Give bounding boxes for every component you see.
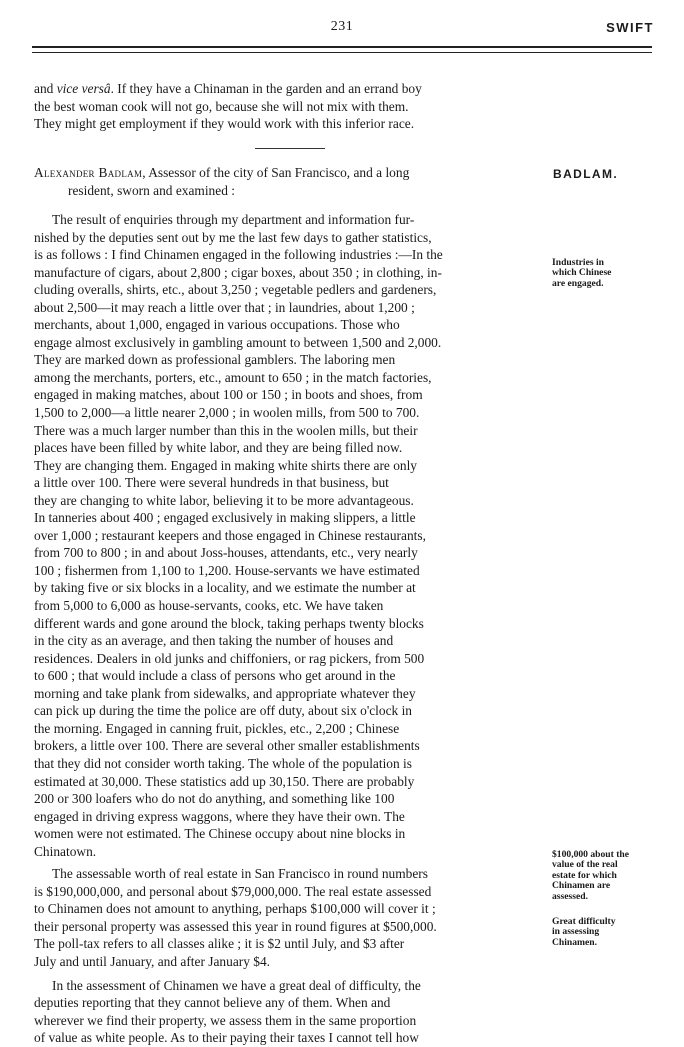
testimony-line: In the assessment of Chinamen we have a great deal of difficulty, the	[52, 977, 421, 993]
header-rule-thin	[32, 52, 652, 53]
testimony-line: merchants, about 1,000, engaged in various occupations. Those who	[34, 317, 400, 333]
testimony-line: manufacture of cigars, about 2,800 ; cigar boxes, about 350 ; in clothing, in-	[34, 264, 442, 280]
witness-line-1	[34, 164, 549, 182]
testimony-line: among the merchants, porters, etc., amount to 650 ; in the match factories,	[34, 369, 432, 385]
margin-note-line: are engaged.	[552, 277, 604, 289]
intro-line: the best woman cook will not go, because she will not mix with them.	[34, 98, 409, 114]
testimony-line: residences. Dealers in old junks and chiffoniers, or rag pickers, from 500	[34, 650, 425, 666]
testimony-line: brokers, a little over 100. There are several other smaller establishments	[34, 738, 420, 754]
testimony-line: They are changing them. Engaged in making white shirts there are only	[34, 457, 417, 473]
section-divider	[255, 148, 325, 149]
testimony-line: estimated at 30,000. These statistics add up 30,150. There are probably	[34, 773, 415, 789]
testimony-line: by taking five or six blocks in a locality, and we estimate the number at	[34, 580, 416, 596]
page-number: 231	[330, 19, 354, 34]
margin-note-line: Chinamen are	[552, 880, 611, 892]
witness-name: Alexander Badlam	[34, 165, 143, 180]
testimony-line: engage almost exclusively in gambling amount to between 1,500 and 2,000.	[34, 334, 442, 350]
margin-note-line: value of the real	[552, 859, 618, 871]
margin-note-line: $100,000 about the	[552, 849, 630, 860]
testimony-line: They are marked down as professional gamblers. The laboring men	[34, 352, 396, 368]
witness-description: , Assessor of the city of San Francisco, and a long	[142, 165, 410, 180]
testimony-line: cluding overalls, shirts, etc., about 3,250 ; vegetable pedlers and gardeners,	[34, 282, 437, 298]
testimony-line: The poll-tax refers to all classes alike ; it is $2 until July, and $3 after	[34, 936, 405, 952]
testimony-line: 200 or 300 loafers who do not do anything, and something like 100	[34, 791, 395, 807]
testimony-line: women were not estimated. The Chinese occupy about nine blocks in	[34, 826, 406, 842]
testimony-line: July and until January, and after January $4.	[34, 953, 271, 969]
testimony-line: to Chinamen does not amount to anything, perhaps $100,000 will cover it ;	[34, 901, 436, 917]
testimony-line: is as follows : I find Chinamen engaged in the following industries :—In the	[34, 247, 443, 263]
running-head: SWIFT	[606, 20, 654, 35]
testimony-line: their personal property was assessed this year in round figures at $500,000.	[34, 918, 437, 934]
testimony-line: The assessable worth of real estate in San Francisco in round numbers	[52, 866, 428, 882]
witness-side-name: BADLAM.	[553, 167, 619, 181]
margin-note-line: which Chinese	[552, 267, 612, 279]
testimony-line: 100 ; fishermen from 1,100 to 1,200. House-servants we have estimated	[34, 562, 420, 578]
testimony-line: nished by the deputies sent out by me the last few days to gather statistics,	[34, 229, 432, 245]
margin-note-difficulty	[552, 917, 672, 948]
intro-paragraph	[34, 80, 549, 133]
margin-note-industries	[552, 258, 672, 289]
testimony-line: The result of enquiries through my department and information fur-	[52, 212, 415, 227]
margin-note-line: Chinamen.	[552, 936, 598, 948]
margin-note-line: estate for which	[552, 869, 617, 881]
margin-note-line: in assessing	[552, 926, 600, 938]
testimony-line: engaged in driving express waggons, where they have their own. The	[34, 808, 405, 824]
testimony-line: There was a much larger number than this in the woolen mills, but their	[34, 422, 418, 438]
testimony-line: from 5,000 to 6,000 as house-servants, cooks, etc. We have taken	[34, 598, 384, 614]
margin-note-line: assessed.	[552, 890, 588, 902]
testimony-line: different wards and gone around the block, taking perhaps twenty blocks	[34, 615, 424, 631]
testimony-line: is $190,000,000, and personal about $79,000,000. The real estate assessed	[34, 883, 432, 899]
header-rule-thick	[32, 46, 652, 48]
testimony-line: In tanneries about 400 ; engaged exclusively in making slippers, a little	[34, 510, 416, 526]
intro-line: and vice versâ. If they have a Chinaman in the garden and an errand boy	[34, 81, 422, 96]
testimony-line: to 600 ; that would include a class of persons who get around in the	[34, 668, 396, 684]
testimony-line: deputies reporting that they cannot believe any of them. When and	[34, 995, 391, 1011]
testimony-line: places have been filled by white labor, and they are being filled now.	[34, 440, 403, 456]
testimony-line: about 2,500—it may reach a little over that ; in laundries, about 1,200 ;	[34, 299, 415, 315]
testimony-line: 1,500 to 2,000—a little nearer 2,000 ; in woolen mills, from 500 to 700.	[34, 405, 420, 421]
margin-note-line: Industries in	[552, 257, 604, 268]
testimony-line: a little over 100. There were several hundreds in that business, but	[34, 475, 389, 491]
testimony-line: of value as white people. As to their paying their taxes I cannot tell how	[34, 1030, 419, 1046]
testimony-line: in the city as an average, and then taking the number of houses and	[34, 633, 394, 649]
testimony-line: can pick up during the time the police are off duty, about six o'clock in	[34, 703, 412, 719]
margin-note-real-estate	[552, 850, 672, 902]
margin-note-line: Great difficulty	[552, 916, 616, 927]
testimony-line: morning and take plank from sidewalks, and appropriate whatever they	[34, 685, 416, 701]
testimony-body	[34, 211, 554, 1047]
witness-line-2: resident, sworn and examined :	[68, 182, 235, 198]
witness-heading	[34, 164, 549, 199]
intro-line: They might get employment if they would work with this inferior race.	[34, 116, 415, 132]
italic-phrase: vice versâ	[56, 81, 111, 96]
testimony-line: over 1,000 ; restaurant keepers and those engaged in Chinese restaurants,	[34, 527, 426, 543]
testimony-line: the morning. Engaged in canning fruit, pickles, etc., 2,200 ; Chinese	[34, 720, 400, 736]
testimony-line: they are changing to white labor, believing it to be more advantageous.	[34, 492, 414, 508]
testimony-line: that they did not consider worth taking. The whole of the population is	[34, 755, 412, 771]
testimony-line: Chinatown.	[34, 843, 97, 859]
testimony-line: wherever we find their property, we assess them in the same proportion	[34, 1012, 417, 1028]
testimony-line: from 700 to 800 ; in and about Joss-houses, attendants, etc., very nearly	[34, 545, 418, 561]
testimony-line: engaged in making matches, about 100 or 150 ; in boots and shoes, from	[34, 387, 423, 403]
